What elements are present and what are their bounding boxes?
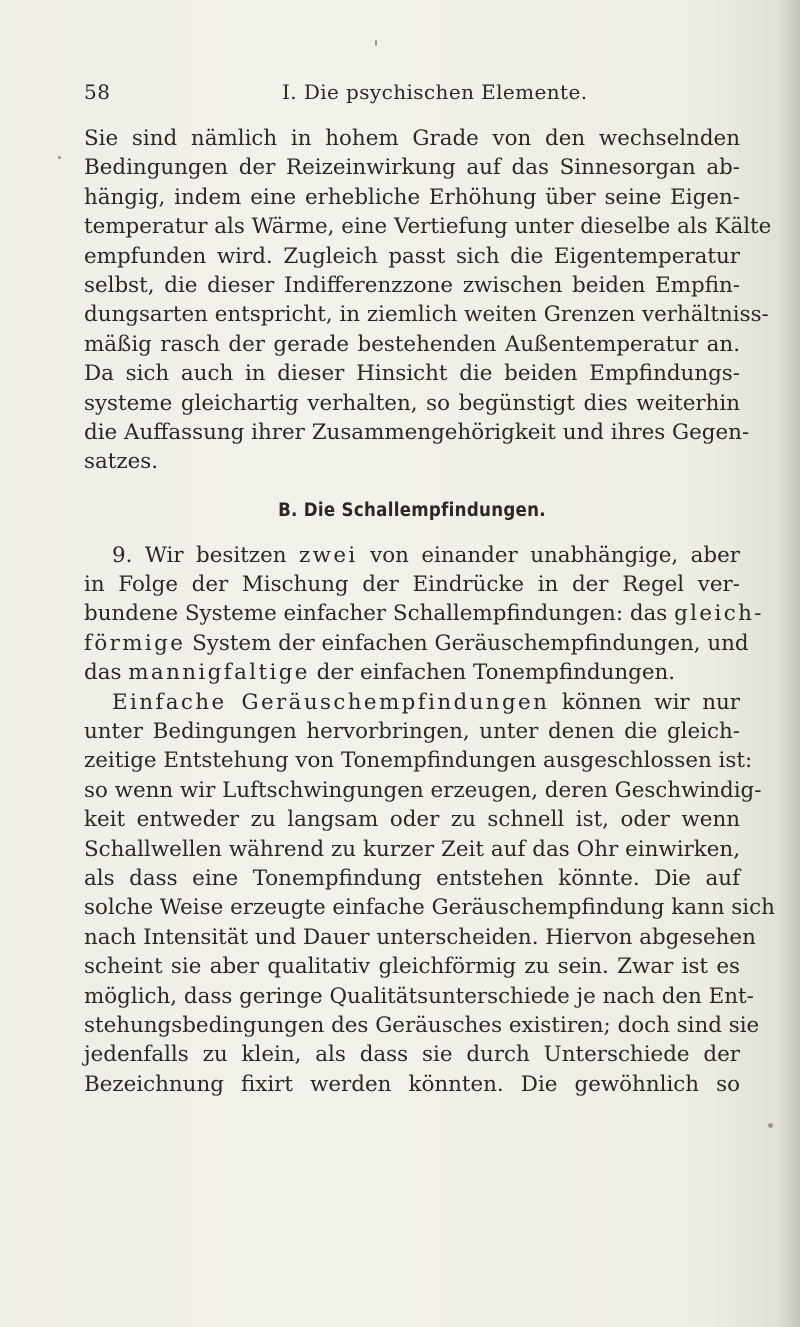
text-line: als dass eine Tonempfindung entstehen könnte. Die auf <box>84 865 740 891</box>
emphasis-text: gleich- <box>674 601 764 627</box>
text-line: hängig, indem eine erhebliche Erhöhung über seine Eigen- <box>84 184 740 210</box>
emphasis-text: mannigfaltige <box>128 660 310 686</box>
text-line: mäßig rasch der gerade bestehenden Außentemperatur an. <box>84 331 740 357</box>
emphasis-text: zwei <box>298 542 358 568</box>
text-line: Da sich auch in dieser Hinsicht die beiden Empfindungs- <box>84 361 740 387</box>
text-line <box>84 658 740 687</box>
text-line <box>84 688 740 717</box>
text-line: Schallwellen während zu kurzer Zeit auf das Ohr einwirken, <box>84 836 740 862</box>
text-run: bundene Systeme einfacher Schallempfindungen: das <box>84 601 675 627</box>
text-line: empfunden wird. Zugleich passt sich die Eigentemperatur <box>84 243 740 269</box>
text-line: satzes. <box>84 449 159 475</box>
paragraph-temperature <box>84 124 772 477</box>
text-line: keit entweder zu langsam oder zu schnell ist, oder wenn <box>84 807 740 833</box>
paper-speck <box>768 1123 773 1128</box>
text-line: so wenn wir Luftschwingungen erzeugen, deren Geschwindig- <box>84 777 762 803</box>
text-line: scheint sie aber qualitativ gleichförmig zu sein. Zwar ist es <box>84 954 740 980</box>
text-line <box>84 541 740 570</box>
page-number: 58 <box>84 80 111 104</box>
emphasis-text: förmige <box>84 630 186 656</box>
paper-speck <box>58 156 61 159</box>
text-line: systeme gleichartig verhalten, so begünstigt dies weiterhin <box>84 390 740 416</box>
page-header <box>84 80 730 112</box>
text-line: selbst, die dieser Indifferenzzone zwischen beiden Empfin- <box>84 272 740 298</box>
text-line: solche Weise erzeugte einfache Geräuschempfindung kann sich <box>84 895 775 921</box>
text-line: temperatur als Wärme, eine Vertiefung unter dieselbe als Kälte <box>84 214 772 240</box>
text-line <box>84 599 764 628</box>
text-line: zeitige Entstehung von Tonempfindungen ausgeschlossen ist: <box>84 748 753 774</box>
text-line: Bezeichnung fixirt werden könnten. Die gewöhnlich so <box>84 1071 740 1097</box>
running-title: I. Die psychischen Elemente. <box>282 80 588 104</box>
text-line: jedenfalls zu klein, als dass sie durch Unterschiede der <box>84 1042 740 1068</box>
paragraph-sound-systems <box>84 541 764 688</box>
text-line: unter Bedingungen hervorbringen, unter denen die gleich- <box>84 719 740 745</box>
text-run: der einfachen Tonempfindungen. <box>309 660 676 686</box>
text-run: können wir nur <box>549 689 740 715</box>
text-line: dungsarten entspricht, in ziemlich weiten Grenzen verhältniss- <box>84 302 769 328</box>
text-line: stehungsbedingungen des Geräusches existiren; doch sind sie <box>84 1012 760 1038</box>
page-edge-shadow <box>778 0 800 1327</box>
text-line: nach Intensität und Dauer unterscheiden. Hiervon abgesehen <box>84 924 756 950</box>
text-line: Bedingungen der Reizeinwirkung auf das Sinnesorgan ab- <box>84 155 740 181</box>
text-line: Sie sind nämlich in hohem Grade von den wechselnden <box>84 126 740 151</box>
paper-speck <box>375 40 377 46</box>
text-line: möglich, dass geringe Qualitätsunterschiede je nach den Ent- <box>84 983 754 1009</box>
paragraph-noise-sensations <box>84 688 775 1099</box>
text-line: die Auffassung ihrer Zusammengehörigkeit und ihres Gegen- <box>84 419 750 445</box>
section-heading: B. Die Schallempfindungen. <box>278 499 546 521</box>
text-run: System der einfachen Geräuschempfindungen, und <box>185 630 749 656</box>
text-line <box>84 629 749 658</box>
body-text <box>84 124 775 1099</box>
text-run: das <box>84 660 129 686</box>
text-line: in Folge der Mischung der Eindrücke in der Regel ver- <box>84 572 740 598</box>
emphasis-text: Einfache Geräuschempfindungen <box>112 689 550 715</box>
text-run: von einander unabhängige, aber <box>357 542 740 568</box>
text-run: 9. Wir besitzen <box>112 542 299 568</box>
